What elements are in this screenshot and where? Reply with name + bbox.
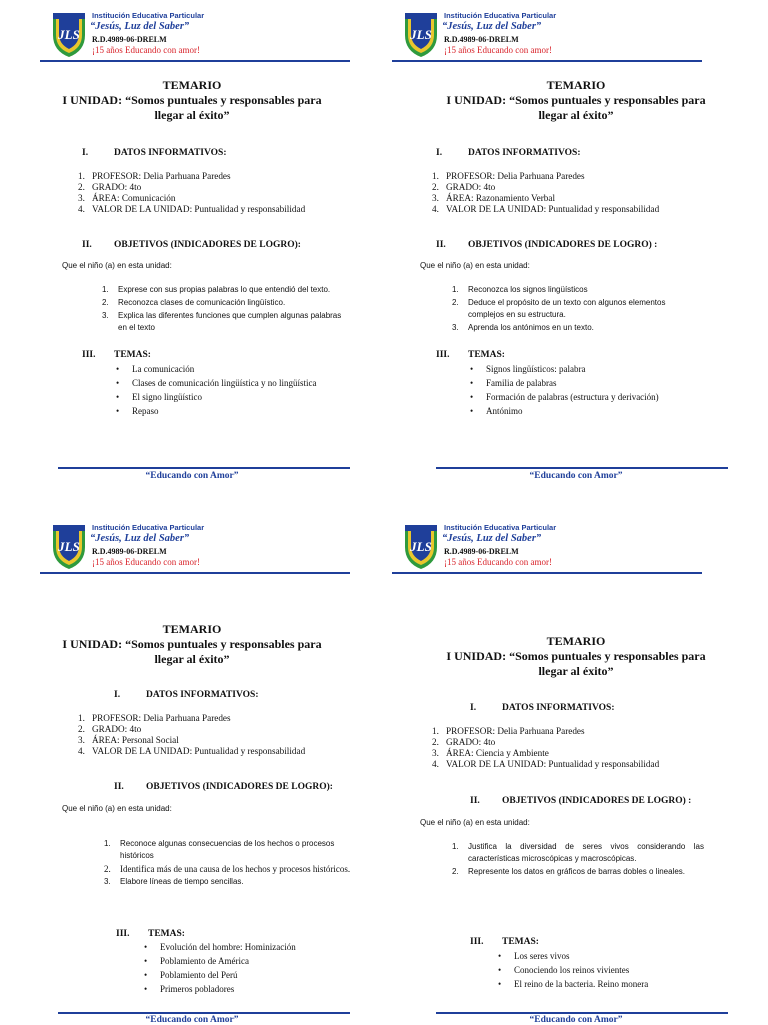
topic-item: • Formación de palabras (estructura y derivación) [470,390,659,404]
topic-item: • Antónimo [470,404,659,418]
school-name: “Jesús, Luz del Saber” [90,21,190,32]
info-item: 2. GRADO: 4to [78,182,142,192]
topic-item: • Evolución del hombre: Hominización [144,940,296,954]
info-item: 3. ÁREA: Ciencia y Ambiente [432,748,549,758]
info-item: 1. PROFESOR: Delia Parhuana Paredes [432,171,585,181]
section-temas [436,350,505,360]
objective-item: 2. Represente los datos en gráficos de barras dobles o lineales. [452,867,686,876]
section-title: TEMAS: [468,350,505,360]
section-title: OBJETIVOS (INDICADORES DE LOGRO): [146,782,333,792]
topic-item: • El reino de la bacteria. Reino monera [498,977,648,991]
section-number: I. [114,690,121,700]
section-title: OBJETIVOS (INDICADORES DE LOGRO) : [502,796,692,806]
info-item: 3. ÁREA: Comunicación [78,193,176,203]
footer-motto: “Educando con Amor” [529,1015,623,1025]
objectives-intro: Que el niño (a) en esta unidad: [62,804,172,813]
anniversary-slogan: ¡15 años Educando con amor! [92,45,200,55]
institution-label: Institución Educativa Particular [92,11,205,20]
info-list [432,171,659,215]
svg-text:JLS: JLS [58,539,80,554]
title-temario: TEMARIO [162,78,222,92]
section-number: II. [470,796,480,806]
section-objetivos [114,782,333,792]
section-temas [116,929,185,939]
topic-item: • Los seres vivos [498,949,648,963]
section-number: II. [82,240,92,250]
anniversary-slogan: ¡15 años Educando con amor! [444,45,552,55]
info-item: 3. ÁREA: Personal Social [78,735,179,745]
topic-item: • La comunicación [116,362,316,376]
section-number: II. [436,240,446,250]
section-datos-informativos [470,703,615,713]
footer-motto: “Educando con Amor” [529,471,623,481]
svg-text:JLS: JLS [410,27,432,42]
title-unit-line-2: llegar al éxito” [538,108,614,122]
section-number: I. [436,148,443,158]
worksheet-panel-ciencia-ambiente [384,512,768,1024]
school-crest-logo [50,11,88,59]
header-divider [40,572,350,574]
objectives-intro: Que el niño (a) en esta unidad: [420,818,530,827]
school-name: “Jesús, Luz del Saber” [442,533,542,544]
section-objetivos [470,796,691,806]
topic-item: • El signo lingüístico [116,390,316,404]
anniversary-slogan: ¡15 años Educando con amor! [92,557,200,567]
info-item: 4. VALOR DE LA UNIDAD: Puntualidad y responsabilidad [432,204,660,214]
footer-divider [436,467,728,469]
institution-label: Institución Educativa Particular [444,11,557,20]
section-objetivos [82,240,301,250]
school-crest-logo [50,523,88,571]
worksheet-panel-personal-social [0,512,384,1024]
topic-item: • Primeros pobladores [144,982,296,996]
svg-text:JLS: JLS [410,539,432,554]
topic-item: • Poblamiento del Perú [144,968,296,982]
school-name: “Jesús, Luz del Saber” [90,533,190,544]
topic-item: • Clases de comunicación lingüística y no lingüística [116,376,316,390]
section-number: I. [470,703,477,713]
unit-title [0,622,384,667]
school-crest-logo [402,11,440,59]
topic-item: • Conociendo los reinos vivientes [498,963,648,977]
footer-divider [436,1012,728,1014]
info-item: 1. PROFESOR: Delia Parhuana Paredes [432,726,585,736]
title-unit-line: I UNIDAD: “Somos puntuales y responsables para [62,93,322,107]
school-header [40,8,352,64]
objective-item: 2. Deduce el propósito de un texto con algunos elementos complejos en su estructura. [452,298,666,319]
info-item: 4. VALOR DE LA UNIDAD: Puntualidad y responsabilidad [78,746,306,756]
objectives-list [452,284,692,335]
title-temario: TEMARIO [546,78,606,92]
section-number: III. [436,350,450,360]
header-divider [392,60,702,62]
footer-divider [58,1012,350,1014]
title-temario: TEMARIO [546,634,606,648]
title-unit-line-2: llegar al éxito” [154,652,230,666]
section-datos-informativos [114,690,259,700]
anniversary-slogan: ¡15 años Educando con amor! [444,557,552,567]
objectives-list [452,841,704,879]
section-title: OBJETIVOS (INDICADORES DE LOGRO): [114,240,301,250]
objective-item: 3. Elabore líneas de tiempo sencillas. [104,877,244,886]
header-divider [392,572,702,574]
section-title: TEMAS: [502,937,539,947]
section-number: III. [470,937,484,947]
info-item: 2. GRADO: 4to [432,182,496,192]
title-unit-line: I UNIDAD: “Somos puntuales y responsables para [446,93,706,107]
objective-item: 1. Justifica la diversidad de seres vivos considerando las características microscópicas y macroscópicas. [452,842,704,863]
school-name: “Jesús, Luz del Saber” [442,21,542,32]
header-divider [40,60,350,62]
objective-item: 2. Reconozca clases de comunicación lingüístico. [102,298,286,307]
section-title: TEMAS: [114,350,151,360]
objectives-intro: Que el niño (a) en esta unidad: [420,261,530,270]
unit-title [0,78,384,123]
footer-motto: “Educando con Amor” [145,471,239,481]
section-datos-informativos [436,148,581,158]
info-item: 4. VALOR DE LA UNIDAD: Puntualidad y responsabilidad [78,204,306,214]
section-number: III. [82,350,96,360]
info-list [78,171,305,215]
resolution-number: R.D.4989-06-DRELM [444,547,519,556]
school-header [392,520,704,576]
title-unit-line: I UNIDAD: “Somos puntuales y responsables para [62,637,322,651]
section-title: DATOS INFORMATIVOS: [146,690,259,700]
section-title: DATOS INFORMATIVOS: [502,703,615,713]
info-item: 1. PROFESOR: Delia Parhuana Paredes [78,713,231,723]
info-item: 3. ÁREA: Razonamiento Verbal [432,193,556,203]
school-crest-logo [402,523,440,571]
worksheet-panel-comunicacion [0,0,384,512]
info-item: 1. PROFESOR: Delia Parhuana Paredes [78,171,231,181]
topics-list [470,362,659,418]
footer-motto: “Educando con Amor” [145,1015,239,1025]
section-datos-informativos [82,148,227,158]
footer-divider [58,467,350,469]
objectives-list [104,838,354,889]
info-item: 2. GRADO: 4to [432,737,496,747]
section-number: I. [82,148,89,158]
info-list [78,713,305,757]
institution-label: Institución Educativa Particular [92,523,205,532]
topics-list [144,940,296,996]
title-temario: TEMARIO [162,622,222,636]
section-title: TEMAS: [148,929,185,939]
resolution-number: R.D.4989-06-DRELM [92,547,167,556]
topics-list [116,362,316,418]
objective-item: 2. Identifica más de una causa de los hechos y procesos históricos. [104,864,351,874]
worksheet-panel-razonamiento-verbal [384,0,768,512]
objectives-intro: Que el niño (a) en esta unidad: [62,261,172,270]
topic-item: • Familia de palabras [470,376,659,390]
school-header [392,8,704,64]
resolution-number: R.D.4989-06-DRELM [92,35,167,44]
objectives-list [102,284,347,335]
section-title: OBJETIVOS (INDICADORES DE LOGRO) : [468,240,658,250]
title-unit-line: I UNIDAD: “Somos puntuales y responsables para [446,649,706,663]
svg-text:JLS: JLS [58,27,80,42]
section-number: II. [114,782,124,792]
unit-title [384,634,768,679]
section-temas [82,350,151,360]
title-unit-line-2: llegar al éxito” [538,664,614,678]
resolution-number: R.D.4989-06-DRELM [444,35,519,44]
school-header [40,520,352,576]
info-item: 4. VALOR DE LA UNIDAD: Puntualidad y responsabilidad [432,759,660,769]
section-temas [470,937,539,947]
topics-list [498,949,648,991]
info-list [432,726,659,770]
objective-item: 1. Reconozca los signos lingüísticos [452,285,588,294]
section-title: DATOS INFORMATIVOS: [468,148,581,158]
topic-item: • Repaso [116,404,316,418]
objective-item: 3. Aprenda los antónimos en un texto. [452,323,594,332]
objective-item: 1. Exprese con sus propias palabras lo que entendió del texto. [102,285,331,294]
title-unit-line-2: llegar al éxito” [154,108,230,122]
section-number: III. [116,929,130,939]
topic-item: • Signos lingüísticos: palabra [470,362,659,376]
institution-label: Institución Educativa Particular [444,523,557,532]
objective-item: 3. Explica las diferentes funciones que cumplen algunas palabras en el texto [102,311,342,332]
topic-item: • Poblamiento de América [144,954,296,968]
section-title: DATOS INFORMATIVOS: [114,148,227,158]
objective-item: 1. Reconoce algunas consecuencias de los hechos o procesos históricos [104,839,335,860]
unit-title [384,78,768,123]
info-item: 2. GRADO: 4to [78,724,142,734]
section-objetivos [436,240,657,250]
